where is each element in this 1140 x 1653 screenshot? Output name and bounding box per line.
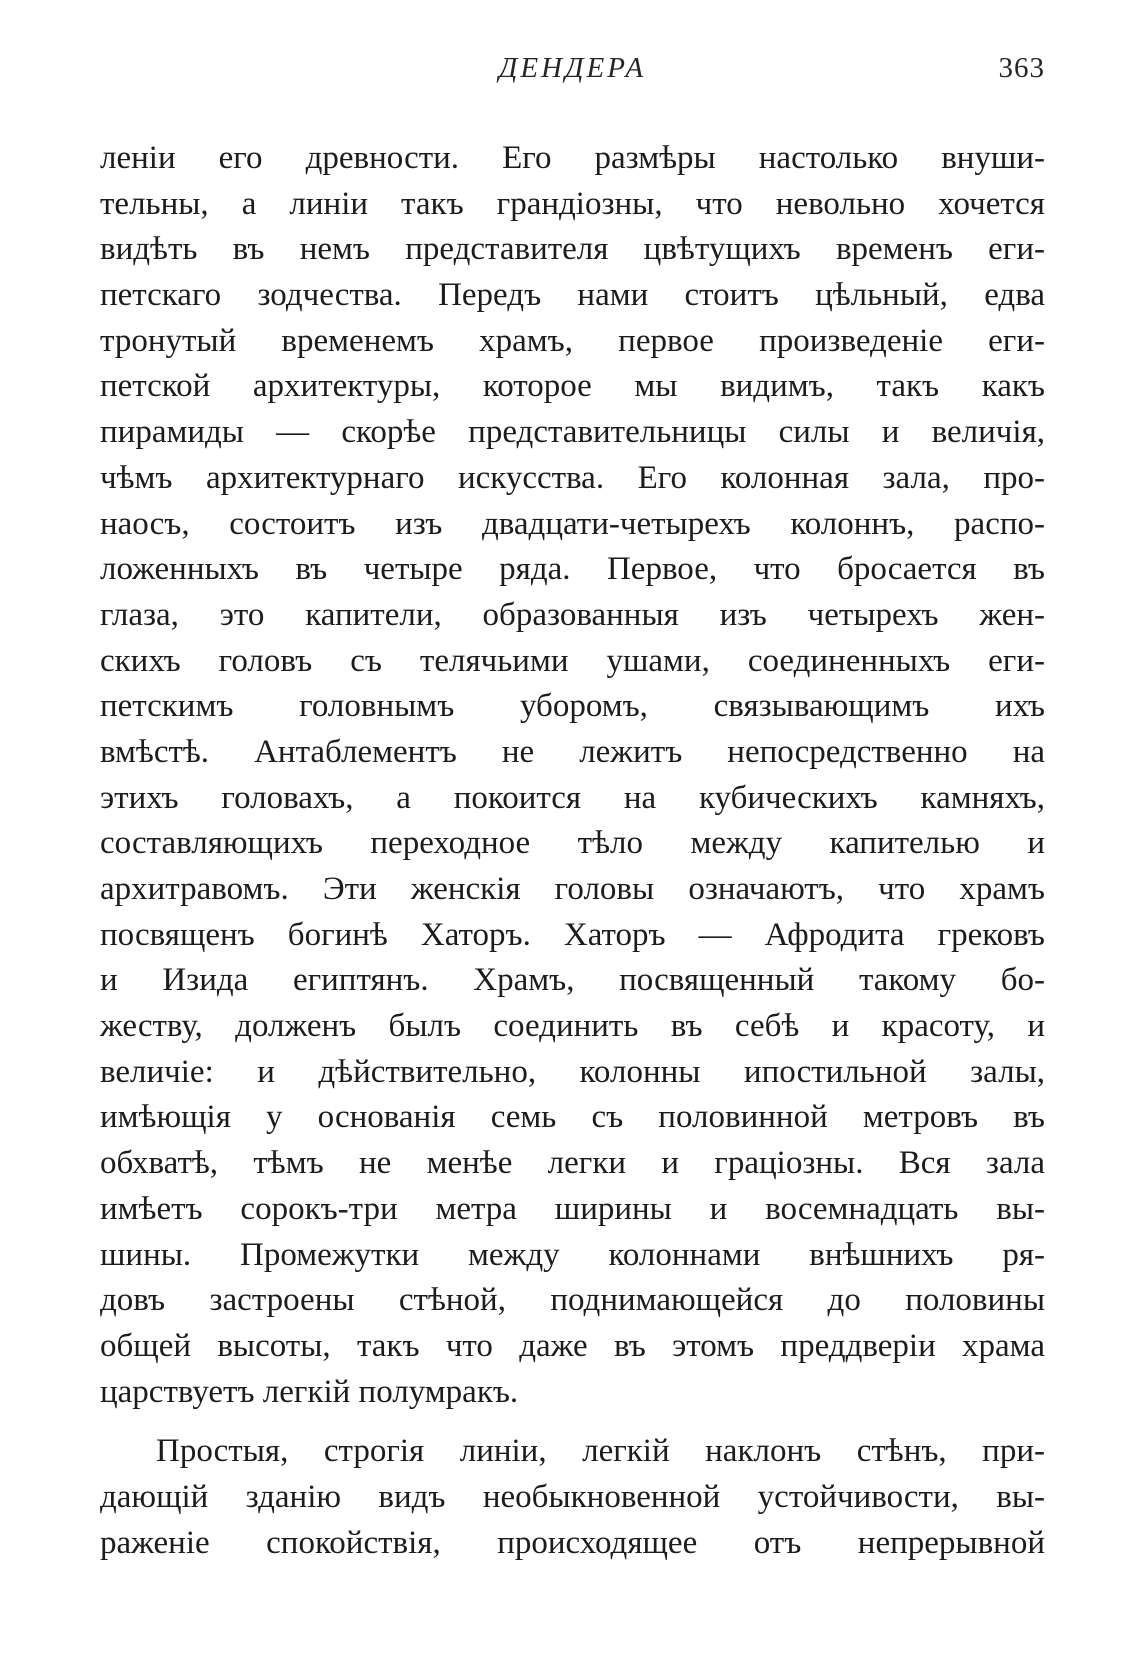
text-line: петскимъ головнымъ уборомъ, связывающимъ ихъ xyxy=(100,688,1045,725)
text-line: жеству, долженъ былъ соединить въ себѣ и красоту, и xyxy=(100,1008,1045,1045)
text-line: ложенныхъ въ четыре ряда. Первое, что бросается въ xyxy=(100,551,1045,588)
text-line: довъ застроены стѣной, поднимающейся до половины xyxy=(100,1282,1045,1319)
text-line: пирамиды — скорѣе представительницы силы и величія, xyxy=(100,414,1045,451)
text-line: общей высоты, такъ что даже въ этомъ преддверіи храма xyxy=(100,1327,1045,1364)
text-line: вмѣстѣ. Антаблементъ не лежитъ непосредственно на xyxy=(100,733,1045,770)
text-line: посвященъ богинѣ Хаторъ. Хаторъ — Афродита грековъ xyxy=(100,916,1045,953)
text-line: дающій зданію видъ необыкновенной устойчивости, вы- xyxy=(100,1478,1045,1515)
text-line: имѣетъ сорокъ-три метра ширины и восемнадцать вы- xyxy=(100,1190,1045,1227)
text-line: и Изида египтянъ. Храмъ, посвященный такому бо- xyxy=(100,962,1045,999)
text-line: обхватѣ, тѣмъ не менѣе легки и граціозны. Вся зала xyxy=(100,1145,1045,1182)
text-line: царствуетъ легкій полумракъ. xyxy=(100,1373,519,1410)
text-line: петской архитектуры, которое мы видимъ, такъ какъ xyxy=(100,368,1045,405)
text-line: шины. Промежутки между колоннами внѣшнихъ ря- xyxy=(100,1236,1045,1273)
text-line: глаза, это капители, образованныя изъ четырехъ жен- xyxy=(100,596,1045,633)
text-line: этихъ головахъ, а покоится на кубическихъ камняхъ, xyxy=(100,779,1045,816)
text-line: леніи его древности. Его размѣры настолько внуши- xyxy=(100,140,1045,176)
paragraph-gap xyxy=(100,1415,1045,1429)
text-line: тронутый временемъ храмъ, первое произведеніе еги- xyxy=(100,322,1045,359)
page-number: 363 xyxy=(998,52,1045,84)
text-line: составляющихъ переходное тѣло между капителью и xyxy=(100,825,1045,862)
paragraph xyxy=(100,136,1045,1415)
text-line: Простыя, строгія линіи, легкій наклонъ стѣнъ, при- xyxy=(156,1433,1045,1470)
text-line: скихъ головъ съ телячьими ушами, соединенныхъ еги- xyxy=(100,642,1045,679)
text-line: чѣмъ архитектурнаго искусства. Его колонная зала, про- xyxy=(100,459,1045,496)
text-line: имѣющія у основанія семь съ половинной метровъ въ xyxy=(100,1099,1045,1136)
paragraph xyxy=(100,1429,1045,1566)
text-line: величіе: и дѣйствительно, колонны ипостильной залы, xyxy=(100,1053,1045,1090)
text-line: тельны, а линіи такъ грандіозны, что невольно хочется xyxy=(100,185,1045,222)
text-line: петскаго зодчества. Передъ нами стоитъ цѣльный, едва xyxy=(100,277,1045,314)
running-head xyxy=(100,52,1045,92)
text-line: архитравомъ. Эти женскія головы означаютъ, что храмъ xyxy=(100,871,1045,907)
text-line: видѣть въ немъ представителя цвѣтущихъ временъ еги- xyxy=(100,231,1045,268)
text-line: раженіе спокойствія, происходящее отъ непрерывной xyxy=(100,1524,1045,1561)
body-text xyxy=(100,136,1045,1566)
text-line: наосъ, состоитъ изъ двадцати-четырехъ колоннъ, распо- xyxy=(100,505,1045,542)
running-title: ДЕНДЕРА xyxy=(498,52,647,84)
